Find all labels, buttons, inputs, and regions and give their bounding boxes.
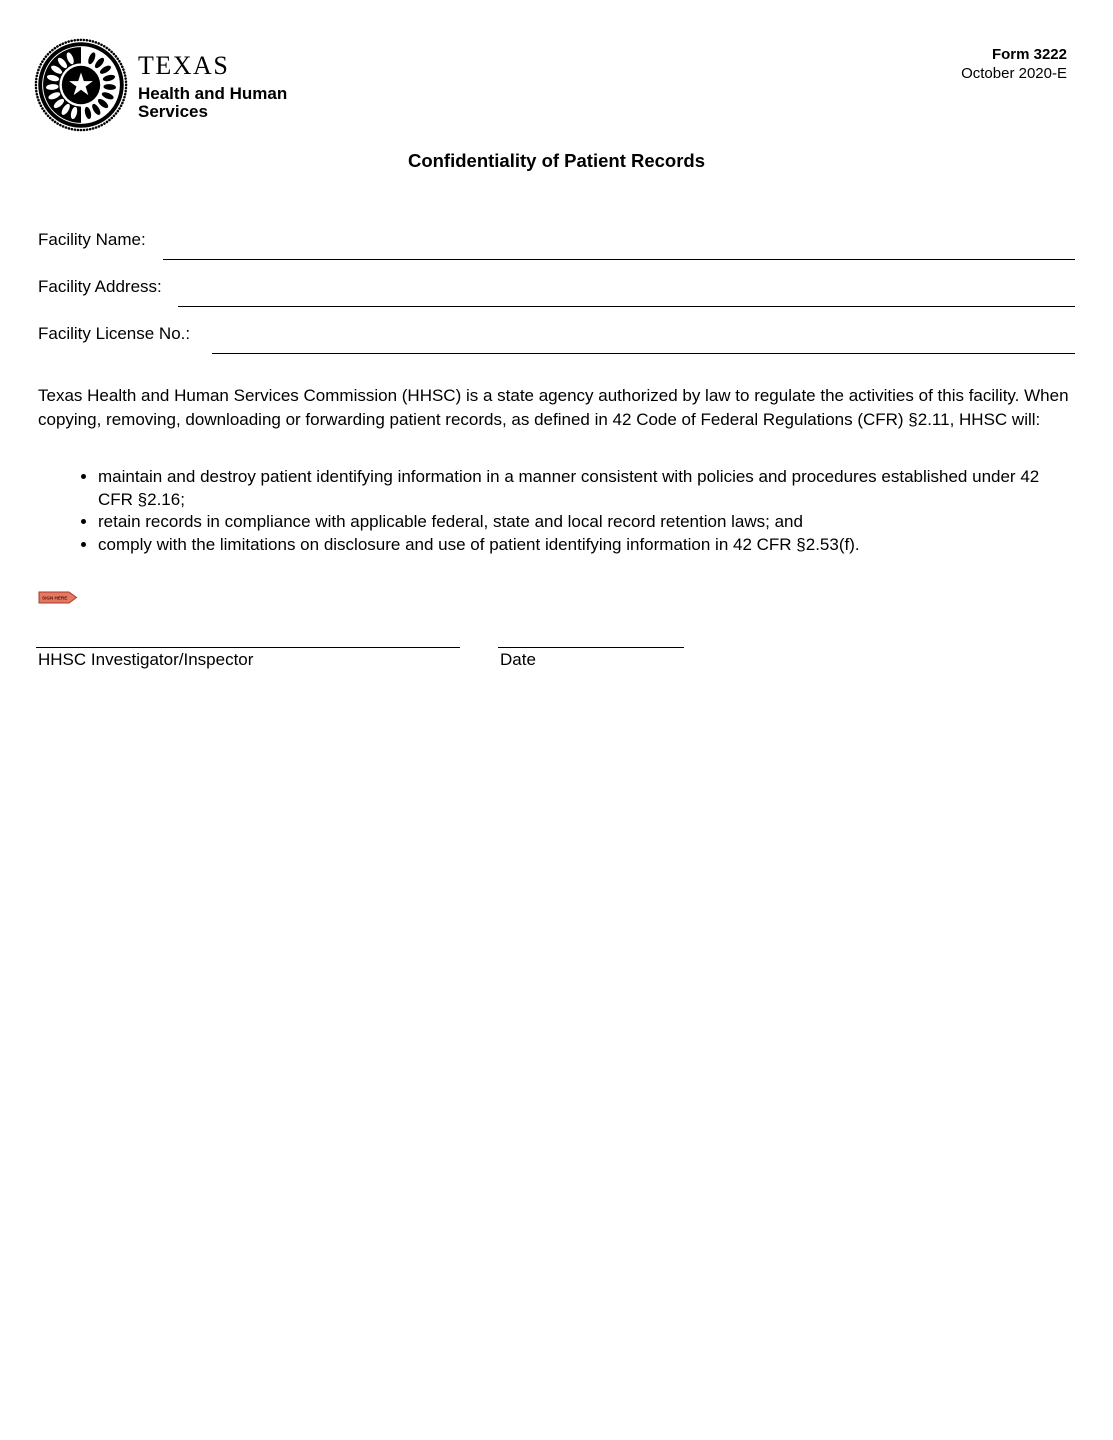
logo-wordmark [138, 37, 287, 133]
facility-name-label: Facility Name: [38, 230, 146, 249]
investigator-signature-line[interactable] [36, 631, 460, 648]
texas-hhs-logo [33, 37, 287, 133]
form-meta [961, 45, 1067, 83]
list-item: • comply with the limitations on disclosure and use of patient identifying information in 42 CFR §2.53(f). [98, 534, 1075, 557]
facility-license-no-input[interactable] [212, 323, 1075, 354]
sign-here-flag-icon [38, 591, 78, 604]
sign-here-flag-label: SIGN HERE [42, 595, 68, 601]
logo-sub-text-2: Services [138, 102, 208, 121]
intro-paragraph: Texas Health and Human Services Commission (HHSC) is a state agency authorized by law to regulate the activities of this facility. When copying, removing, downloading or forwarding patient records, as defined in 42 Code of Federal Regulations (CFR) §2.11, HHSC will: [38, 386, 1069, 429]
logo-brand-text: TEXAS [138, 51, 230, 80]
facility-address-label: Facility Address: [38, 277, 162, 296]
facility-fields [38, 230, 1075, 371]
form-revision-date: October 2020-E [961, 65, 1067, 82]
list-item: • retain records in compliance with applicable federal, state and local record retention laws; and [98, 511, 1075, 534]
list-item: • maintain and destroy patient identifying information in a manner consistent with policies and procedures established under 42 CFR §2.16; [98, 466, 1075, 511]
date-line[interactable] [498, 631, 684, 648]
investigator-signature-label: HHSC Investigator/Inspector [38, 650, 254, 669]
texas-state-seal-icon [33, 37, 129, 133]
facility-address-input[interactable] [178, 276, 1075, 307]
facility-license-no-label: Facility License No.: [38, 324, 191, 343]
sign-here-flag[interactable] [38, 591, 78, 604]
page-title: Confidentiality of Patient Records [407, 150, 706, 171]
form-number: Form 3222 [991, 46, 1067, 63]
requirements-list [38, 466, 1075, 556]
logo-sub-text-1: Health and Human [138, 84, 288, 103]
field-facility-address [38, 277, 1075, 307]
field-facility-name [38, 230, 1075, 260]
field-facility-license-no [38, 324, 1075, 354]
date-label: Date [500, 650, 536, 669]
facility-name-input[interactable] [163, 229, 1075, 260]
